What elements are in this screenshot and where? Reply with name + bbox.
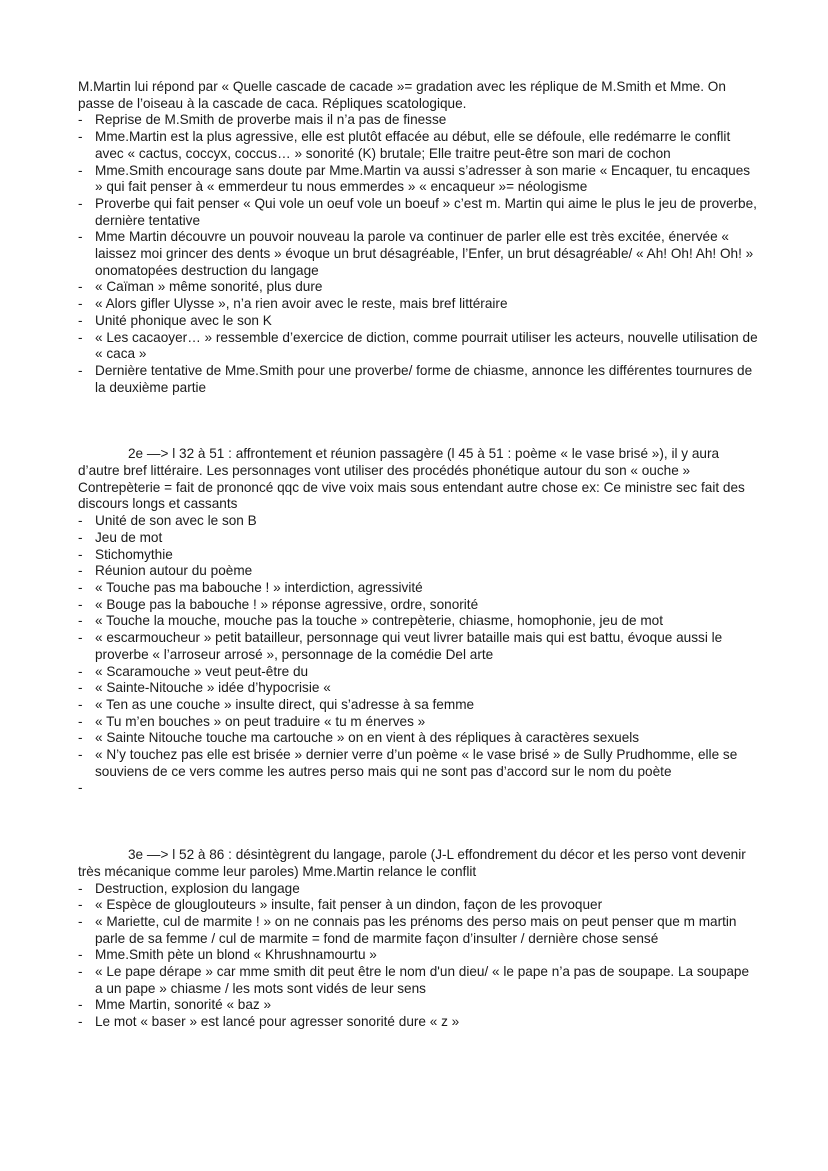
list-item: - « Sainte-Nitouche » idée d’hypocrisie « (78, 680, 758, 697)
list-item: - Mme Martin, sonorité « baz » (78, 997, 758, 1014)
list-item: - « Bouge pas la babouche ! » réponse agressive, ordre, sonorité (78, 597, 758, 614)
list-item: - « escarmoucheur » petit batailleur, personnage qui veut livrer bataille mais qui est battu, évoque aussi le proverbe « l’arroseur arrosé », personnage de la comédie Del arte (78, 630, 758, 663)
list-item: - « Espèce de glouglouteurs » insulte, fait penser à un dindon, façon de les provoquer (78, 897, 758, 914)
list-item: - « Tu m’en bouches » on peut traduire « tu m énerves » (78, 714, 758, 731)
list-item: - Destruction, explosion du langage (78, 881, 758, 898)
list-item: - Mme.Smith pète un blond « Khrushnamourtu » (78, 947, 758, 964)
list-item: - Unité phonique avec le son K (78, 313, 758, 330)
list-item: - Stichomythie (78, 547, 758, 564)
document-page (78, 79, 758, 1031)
section2-heading: 2e —> l 32 à 51 : affrontement et réunion passagère (l 45 à 51 : poème « le vase brisé »), il y aura d’autre bref littéraire. Les personnages vont utiliser des procédés phonétique autour du son « ouche » (78, 446, 720, 479)
list-item: - Mme.Smith encourage sans doute par Mme.Martin va aussi s’adresser à son marie « Encaquer, tu encaques » qui fait penser à « emmerdeur tu nous emmerdes » « encaqueur »= néologisme (78, 163, 758, 196)
section3-list (78, 881, 758, 1031)
list-item: - Unité de son avec le son B (78, 513, 758, 530)
section1-intro: M.Martin lui répond par « Quelle cascade de cacade »= gradation avec les réplique de M.Smith et Mme. On passe de l’oiseau à la cascade de caca. Répliques scatologique. (78, 79, 726, 111)
list-item: - Reprise de M.Smith de proverbe mais il n’a pas de finesse (78, 112, 758, 129)
list-item: - « Sainte Nitouche touche ma cartouche » on en vient à des répliques à caractères sexuels (78, 730, 758, 747)
list-item: - Le mot « baser » est lancé pour agresser sonorité dure « z » (78, 1014, 758, 1031)
list-item: - Mme Martin découvre un pouvoir nouveau la parole va continuer de parler elle est très excitée, énervée « laissez moi grincer des dents » évoque un brut désagréable, l’Enfer, un brut désagréable/ « Ah! Oh! Ah! Oh! » onomatopées destruction du langage (78, 229, 758, 279)
list-item: - « Touche pas ma babouche ! » interdiction, agressivité (78, 580, 758, 597)
list-item (78, 780, 758, 797)
section2-list (78, 513, 758, 797)
list-item: - « Ten as une couche » insulte direct, qui s’adresse à sa femme (78, 697, 758, 714)
list-item: - « Scaramouche » veut peut-être du (78, 664, 758, 681)
list-item: - Proverbe qui fait penser « Qui vole un oeuf vole un boeuf » c’est m. Martin qui aime le plus le jeu de proverbe, dernière tentative (78, 196, 758, 229)
section3-heading: 3e —> l 52 à 86 : désintègrent du langage, parole (J-L effondrement du décor et les perso vont devenir très mécanique comme leur paroles) Mme.Martin relance le conflit (78, 847, 746, 879)
list-item: - « Le pape dérape » car mme smith dit peut être le nom d'un dieu/ « le pape n’a pas de soupape. La soupape a un pape » chiasme / les mots sont vidés de leur sens (78, 964, 758, 997)
list-item: - Réunion autour du poème (78, 563, 758, 580)
list-item: - « Alors gifler Ulysse », n’a rien avoir avec le reste, mais bref littéraire (78, 296, 758, 313)
list-item: - « N’y touchez pas elle est brisée » dernier verre d’un poème « le vase brisé » de Sully Prudhomme, elle se souviens de ce vers comme les autres perso mais qui ne sont pas d’accord sur le nom du poète (78, 747, 758, 780)
section1-list (78, 112, 758, 396)
list-item: - « Touche la mouche, mouche pas la touche » contrepèterie, chiasme, homophonie, jeu de mot (78, 613, 758, 630)
section2-definition: Contrepèterie = fait de prononcé qqc de vive voix mais sous entendant autre chose ex: Ce ministre sec fait des discours longs et cassants (78, 479, 745, 512)
list-item: - « Les cacaoyer… » ressemble d’exercice de diction, comme pourrait utiliser les acteurs, nouvelle utilisation de « caca » (78, 330, 758, 363)
list-item: - Dernière tentative de Mme.Smith pour une proverbe/ forme de chiasme, annonce les différentes tournures de la deuxième partie (78, 363, 758, 396)
list-item: - Jeu de mot (78, 530, 758, 547)
list-item: - « Caïman » même sonorité, plus dure (78, 279, 758, 296)
spacer (78, 797, 758, 847)
list-item: - Mme.Martin est la plus agressive, elle est plutôt effacée au début, elle se défoule, elle redémarre le conflit avec « cactus, coccyx, coccus… » sonorité (K) brutale; Elle traitre peut-être son mari de cochon (78, 129, 758, 162)
list-item: - « Mariette, cul de marmite ! » on ne connais pas les prénoms des perso mais on peut penser que m martin parle de sa femme / cul de marmite = fond de marmite façon d’insulter / dernière chose sensé (78, 914, 758, 947)
spacer (78, 396, 758, 446)
